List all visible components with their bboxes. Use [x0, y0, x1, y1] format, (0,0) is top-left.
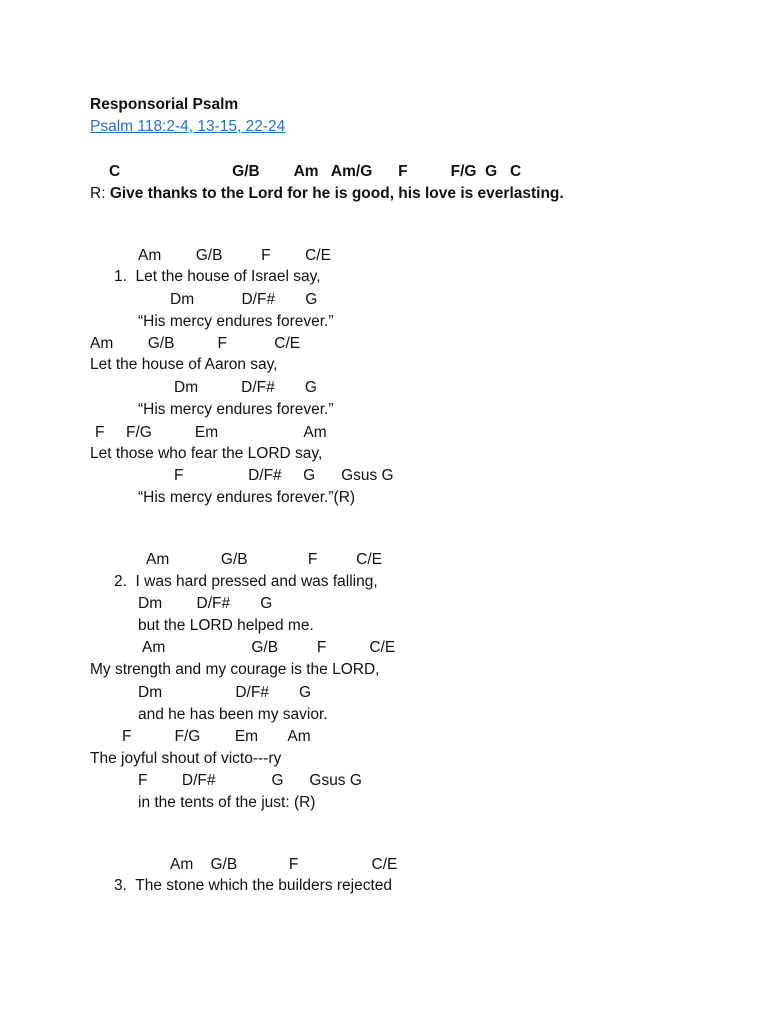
chord-line: F F/G Em Am: [95, 424, 327, 441]
page-title: Responsorial Psalm: [90, 96, 239, 113]
lyric-line: Let the house of Aaron say,: [90, 356, 278, 373]
chord-line: Dm D/F# G: [170, 291, 318, 308]
chord-line: Dm D/F# G: [138, 684, 312, 701]
chord-line: Dm D/F# G: [138, 595, 273, 612]
lyric-line: “His mercy endures forever.”(R): [138, 489, 356, 506]
chord-line: Am G/B F C/E: [90, 335, 301, 352]
chord-line: Am G/B F C/E: [170, 856, 398, 873]
lyric-line: My strength and my courage is the LORD,: [90, 661, 380, 678]
lyric-line: Let those who fear the LORD say,: [90, 445, 323, 462]
chord-line: F F/G Em Am: [122, 728, 311, 745]
chord-line: Am G/B F C/E: [146, 551, 382, 568]
chord-line: F D/F# G Gsus G: [138, 772, 362, 789]
refrain-prefix: R:: [90, 185, 110, 202]
lyric-line: “His mercy endures forever.”: [138, 401, 334, 418]
lyric-line: but the LORD helped me.: [138, 617, 314, 634]
lyric-line: 2. I was hard pressed and was falling,: [114, 573, 378, 590]
refrain-chords: C G/B Am Am/G F F/G G C: [109, 163, 522, 180]
chord-line: Am G/B F C/E: [142, 639, 396, 656]
chord-line: Am G/B F C/E: [138, 247, 331, 264]
chord-line: Dm D/F# G: [174, 379, 317, 396]
lyric-line: in the tents of the just: (R): [138, 794, 316, 811]
lyric-line: 1. Let the house of Israel say,: [114, 268, 321, 285]
lyric-line: The joyful shout of victo---ry: [90, 750, 282, 767]
lyric-line: and he has been my savior.: [138, 706, 328, 723]
chord-line: F D/F# G Gsus G: [174, 467, 394, 484]
refrain-line: [90, 185, 564, 203]
psalm-reference-link[interactable]: Psalm 118:2-4, 13-15, 22-24: [90, 118, 286, 135]
refrain-text: Give thanks to the Lord for he is good, his love is everlasting.: [109, 185, 564, 202]
lyric-line: “His mercy endures forever.”: [138, 313, 334, 330]
lyric-line: 3. The stone which the builders rejected: [114, 877, 393, 894]
